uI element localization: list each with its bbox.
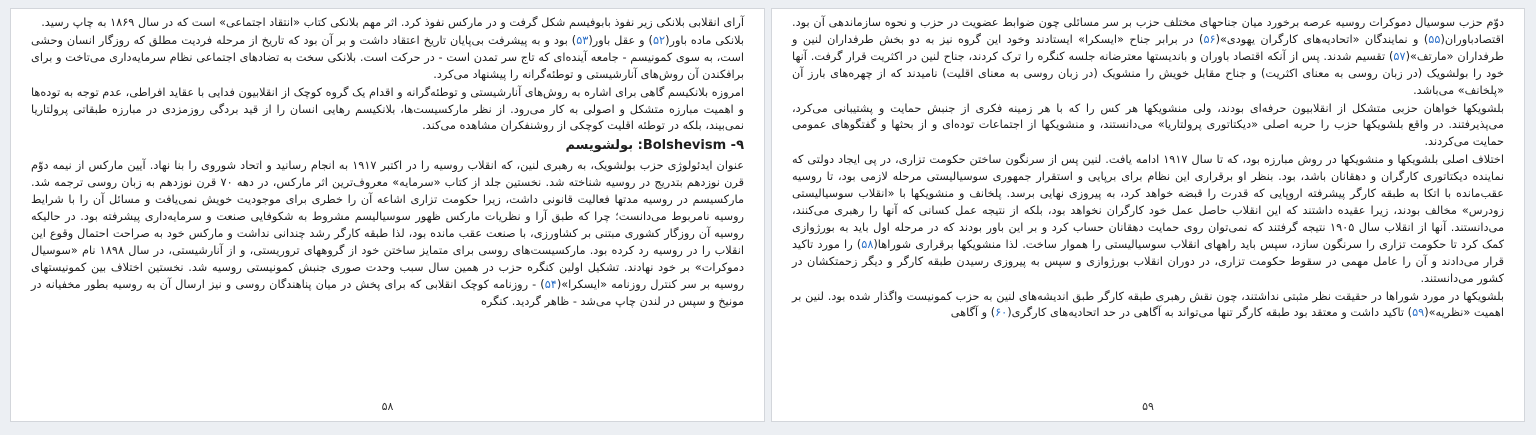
footnote-reference[interactable]: ۵۲ [652,33,666,47]
footnote-reference[interactable]: ۵۶ [1203,32,1216,46]
paragraph [792,101,1504,152]
page-number-left: ۵۸ [381,400,394,413]
paragraph-text: ) - روزنامه کوچک انقلابی که برای پخش در میان پناهندگان روسی و نیز ارسال آن به روسیه بطور مخفیانه در مونیخ و سپس در لندن چاپ می‌شد - ظاهر گردید. کنگره [31,277,744,308]
right-page [771,8,1525,422]
paragraph-text: ) را مورد تاکید قرار می‌دادند و آن را عامل مهمی در سقوط حکومت تزاری، در دوران انقلاب بورژوازی و سپس به پیروزی رسیدن طبقه کارگر و دیگر زحمتکشان در کشور می‌دانستند. [792,237,1504,285]
paragraph-text: ) و آگاهی [950,306,996,320]
paragraph-text: بلشویکها در مورد شوراها در حقیقت نظر مثبتی نداشتند، چون نقش رهبری طبقه کارگر طبق اندیشه‌های لنین به حزب کمونیست واگذار شده بود. لنین بر اهمیت «نظریه»( [792,289,1504,320]
paragraph [792,152,1504,287]
paragraph [31,15,744,32]
footnote-reference[interactable]: ۵۹ [1412,306,1425,320]
paragraph-text: بلانکی ماده باور( [665,33,744,47]
paragraph [31,85,744,136]
footnote-reference[interactable]: ۵۳ [576,33,589,47]
left-page [10,8,765,422]
paragraph-text: ) بود و به پیشرفت بی‌پایان تاریخ اعتقاد داشت و بر آن بود که تاریخ از مرحله فردیت مطلق که روزگار انسان وحشی است، به سوی کمونیسم - جامعه آینده‌ای که تاج سر تمدن است - در حرکت است. بلانکی سخت به تضادهای اجتماعی نظام سرمایه‌داری می‌تاخت و برای برافکندن آن روش‌های آنارشیستی و توطئه‌گرانه را پیشنهاد می‌کرد. [31,33,744,81]
paragraph-text: دوّم حزب سوسیال دموکرات روسیه عرصه برخورد میان جناحهای مختلف حزب بر سر مسائلی چون ضوابط عضویت در حزب و نحوه سازماندهی آن بود. اقتصادباوران( [792,16,1504,46]
paragraph-text: امروزه بلانکیسم گاهی برای اشاره به روش‌های آنارشیستی و توطئه‌گرانه و اقدام یک گروه کوچک از انقلابیون فدایی با عقاید افراطی، عدم توجه به توده‌ها و اهمیت مبارزه متشکل و اصولی به کار می‌رود. از نظر مارکسیست‌ها، بلانکیسم رهایی انسان را از قید بردگی روزمزدی در مبارزه طبقاتی پرولتاریا نمی‌بیند، بلکه در توطئه اقلیت کوچکی از روشنفکران مشاهده می‌کند. [30,85,744,133]
page-number-right: ۵۹ [1142,400,1154,413]
footnote-reference[interactable]: ۶۰ [995,306,1008,320]
footnote-reference[interactable]: ۵۵ [1428,32,1441,46]
paragraph-text: اختلاف اصلی بلشویکها و منشویکها در روش مبارزه بود، که تا سال ۱۹۱۷ ادامه یافت. لنین پس از سرنگون ساختن حکومت تزاری، در پی ایجاد دولتی که نماینده دیکتاتوری کارگران و دهقانان باشد، بود. بنظر او برقراری این نظام برای برپایی و استقرار جمهوری سوسیالیستی مرحله لازمی بود، تا روسیه عقب‌مانده با اتکا به طبقه کارگر پیشرفته اروپایی که قدرت را قبضه خواهد کرد، به پیروزی نهایی برسد. پلخانف و منشویکها با «انقلاب سوسیالیستی زودرس» مخالف بودند، زیرا عقیده داشتند که این انقلاب حاصل عمل خود کارگران نخواهد بود، بلکه از نتیجه عمل کسانی که آنها را رهبری می‌کنند، می‌دانستند. آنها از انقلاب سال ۱۹۰۵ نتیجه گرفتند که نمی‌توان روی حمایت دهقانان حساب کرد و بر این باور بودند که در مرحله اول باید به بورژوازی کمک کرد تا حکومت تزاری را سرنگون سازد، سپس باید راههای انقلاب سوسیالیستی را هموار ساخت. لذا منشویکها برقراری شوراها( [792,153,1504,251]
paragraph-text: ) و عقل باور( [588,33,653,47]
paragraph-text: ) در برابر جناح «ایسکرا» ایستادند وخود این گروه نیز به دو بخش طرفداران لنین و طرفداران «مارتف»( [792,32,1504,63]
footnote-reference[interactable]: ۵۸ [861,237,874,251]
paragraph-text: عنوان ایدئولوژی حزب بولشویک، به رهبری لنین، که انقلاب روسیه را در اکتبر ۱۹۱۷ به انجام رسانید و اتحاد شوروی را بنا نهاد. آیین مارکس از نیمه دوّم قرن نوزدهم بتدریج در روسیه شناخته شد. نخستین جلد از کتاب «سرمایه» معروف‌ترین اثر مارکس، در دهه ۷۰ قرن نوزدهم به زبان روسی ترجمه شد. مارکسیسم در روسیه مدتها فعالیت قانونی داشت، زیرا حکومت تزاری اشاعه آن را خطری برای موجودیت خویش نمی‌یافت و مسائل آن را با شرایط روسیه نامربوط می‌دانست؛ چرا که طبق آرا و نظریات مارکس ظهور سوسیالیسم مشروط به شکوفایی صنعت و سرمایه‌داری پیشرفته بود. در حالیکه روسیه آن روزگار کشوری مبتنی بر کشاورزی، با صنعت عقب مانده بود، لذا طبقه کارگر رشد چندانی نداشت و مارکس خود به صراحت احتمال وقوع این انقلاب را در روسیه رد کرده بود. مارکسیست‌های روسی برای متمایز ساختن خود از گروههای تروریستی، و از آنارشیستی، در سال ۱۸۹۸ نام «سوسیال دموکرات» بر خود نهادند. تشکیل اولین کنگره حزب در همین سال سبب وحدت صوری جنبش کمونیستی روسیه شد. نخستین اختلاف بین کمونیستهای روسیه بر سر کنترل روزنامه «ایسکرا»( [31,159,745,291]
paragraph [31,33,744,84]
paragraph-text: ) و نمایندگان «اتحادیه‌های کارگران یهودی»( [1215,32,1429,46]
paragraph-text: ) تقسیم شدند. پس از آنکه اقتصاد باوران و باندیستها معترضانه جلسه کنگره را ترک کردند، جناح لنین در اکثریت قرار گرفت. آنها خود را بولشویک (در زبان روسی به معنای اکثریت) و جناح مقابل خویش را منشویک (در زبان روسی به معنای اقلیت) نامیدند که از چهره‌های بارز آن «پلخانف» می‌باشد. [792,49,1504,97]
footnote-reference[interactable]: ۵۷ [1393,49,1406,63]
paragraph-text: آرای انقلابی بلانکی زیر نفوذ بابوفیسم شکل گرفت و در مارکس نفوذ کرد. اثر مهم بلانکی کتاب «انتقاد اجتماعی» است که در سال ۱۸۶۹ به چاپ رسید. [41,16,744,29]
paragraph [792,289,1504,323]
section-heading-bolshevism: ۹- Bolshevism: بولشویسم [565,138,744,154]
paragraph-text: ) تاکید داشت و معتقد بود طبقه کارگر تنها می‌تواند به آگاهی در حد اتحادیه‌های کارگری( [1007,306,1413,320]
footnote-reference[interactable]: ۵۴ [544,277,557,291]
left-page-text [31,15,744,312]
right-page-text [792,15,1504,323]
paragraph-text: بلشویکها خواهان حزبی متشکل از انقلابیون حرفه‌ای بودند، ولی منشویکها هر کس را که با هر زمینه فکری از جنبش حمایت و پشتیبانی می‌کرد، می‌پذیرفتند. در واقع بلشویکها حزب را حربه اصلی «دیکتاتوری پرولتاریا» می‌دانستند، و منشویکها از اجتماعات توده‌ای و از بحثها و گفتگوهای عمومی حمایت می‌کردند. [792,101,1504,149]
paragraph [792,15,1504,100]
paragraph [31,158,744,310]
